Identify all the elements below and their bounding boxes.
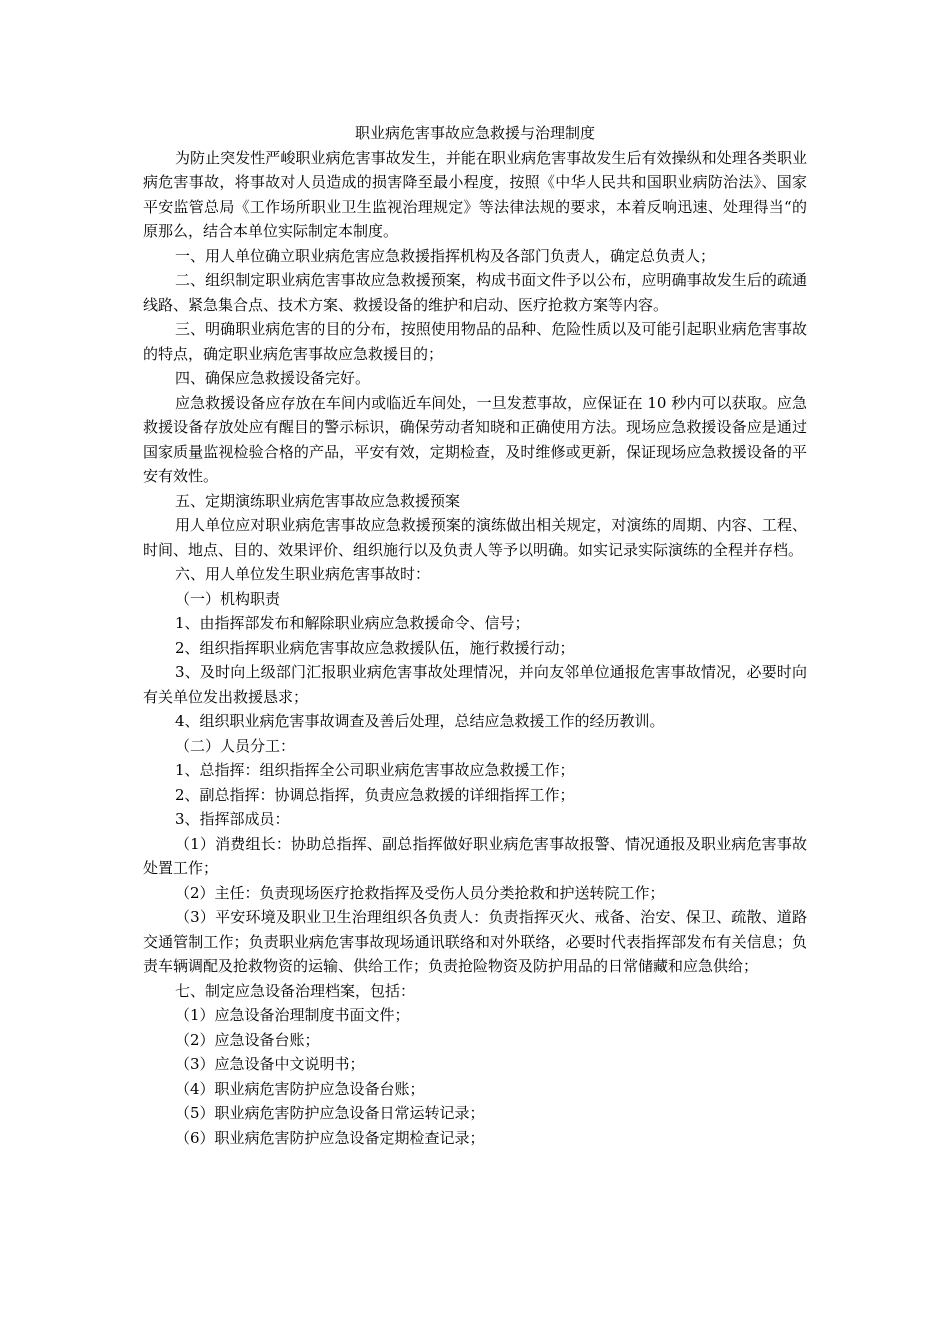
body-paragraph: （二）人员分工： bbox=[175, 736, 296, 755]
body-paragraph: （1）消费组长：协助总指挥、副总指挥做好职业病危害事故报警、情况通报及职业病危害事故处置工作； bbox=[143, 834, 807, 877]
body-paragraph: （3）应急设备中文说明书； bbox=[175, 1055, 365, 1073]
body-paragraph: 1、由指挥部发布和解除职业病应急救援命令、信号； bbox=[175, 614, 530, 632]
document-title: 职业病危害事故应急救援与治理制度 bbox=[354, 124, 595, 142]
body-paragraph: 1、总指挥：组织指挥全公司职业病危害事故应急救援工作； bbox=[175, 761, 575, 779]
body-paragraph: （6）职业病危害防护应急设备定期检查记录； bbox=[175, 1128, 485, 1147]
document-page bbox=[143, 121, 807, 1150]
body-paragraph: （1）应急设备治理制度书面文件； bbox=[175, 1006, 410, 1024]
body-paragraph: （3）平安环境及职业卫生治理组织各负责人：负责指挥灭火、戒备、治安、保卫、疏散、道路交通管制工作；负责职业病危害事故现场通讯联络和对外联络，必要时代表指挥部发布有关信息；负责车辆调配及抢救物资的运输、供给工作；负责抢险物资及防护用品的日常储藏和应急供给； bbox=[143, 908, 807, 975]
document-body bbox=[143, 146, 807, 1151]
body-paragraph: 4、组织职业病危害事故调查及善后处理，总结应急救援工作的经历教训。 bbox=[175, 712, 665, 730]
body-paragraph: 为防止突发性严峻职业病危害事故发生，并能在职业病危害事故发生后有效操纵和处理各类职业病危害事故，将事故对人员造成的损害降至最小程度，按照《中华人民共和国职业病防治法》、国家平安监管总局《工作场所职业卫生监视治理规定》等法律法规的要求，本着反响迅速、处理得当“的原那么，结合本单位实际制定本制度。 bbox=[143, 148, 807, 240]
body-paragraph: 一、用人单位确立职业病危害应急救援指挥机构及各部门负责人，确定总负责人； bbox=[175, 246, 716, 265]
body-paragraph: （一）机构职责 bbox=[175, 589, 281, 608]
body-paragraph: 五、定期演练职业病危害事故应急救援预案 bbox=[175, 491, 461, 510]
body-paragraph: 3、指挥部成员： bbox=[175, 810, 290, 828]
body-paragraph: （2）应急设备台账； bbox=[175, 1030, 320, 1049]
body-paragraph: 六、用人单位发生职业病危害事故时： bbox=[175, 565, 431, 583]
body-paragraph: （4）职业病危害防护应急设备台账； bbox=[175, 1079, 425, 1098]
body-paragraph: 四、确保应急救援设备完好。 bbox=[175, 369, 371, 387]
body-paragraph: 2、副总指挥：协调总指挥，负责应急救援的详细指挥工作； bbox=[175, 785, 575, 804]
body-paragraph: 七、制定应急设备治理档案，包括： bbox=[175, 981, 416, 1000]
body-paragraph: 2、组织指挥职业病危害事故应急救援队伍，施行救援行动； bbox=[175, 638, 575, 657]
body-paragraph: 二、组织制定职业病危害事故应急救援预案，构成书面文件予以公布，应明确事故发生后的疏通线路、紧急集合点、技术方案、救援设备的维护和启动、医疗抢救方案等内容。 bbox=[143, 271, 807, 314]
body-paragraph: 用人单位应对职业病危害事故应急救援预案的演练做出相关规定，对演练的周期、内容、工程、时间、地点、目的、效果评价、组织施行以及负责人等予以明确。如实记录实际演练的全程并存档。 bbox=[143, 516, 807, 559]
body-paragraph: （5）职业病危害防护应急设备日常运转记录； bbox=[175, 1104, 485, 1122]
body-paragraph: 应急救援设备应存放在车间内或临近车间处，一旦发惹事故，应保证在 10 秒内可以获取。应急救援设备存放处应有醒目的警示标识，确保劳动者知晓和正确使用方法。现场应急救援设备应是通过国家质量监视检验合格的产品，平安有效，定期检查，及时维修或更新，保证现场应急救援设备的平安有效性。 bbox=[143, 393, 807, 485]
body-paragraph: 3、及时向上级部门汇报职业病危害事故处理情况，并向友邻单位通报危害事故情况，必要时向有关单位发出救援恳求； bbox=[143, 663, 807, 706]
body-paragraph: 三、明确职业病危害的目的分布，按照使用物品的品种、危险性质以及可能引起职业病危害事故的特点，确定职业病危害事故应急救援目的； bbox=[143, 320, 807, 363]
body-paragraph: （2）主任：负责现场医疗抢救指挥及受伤人员分类抢救和护送转院工作； bbox=[175, 883, 665, 902]
